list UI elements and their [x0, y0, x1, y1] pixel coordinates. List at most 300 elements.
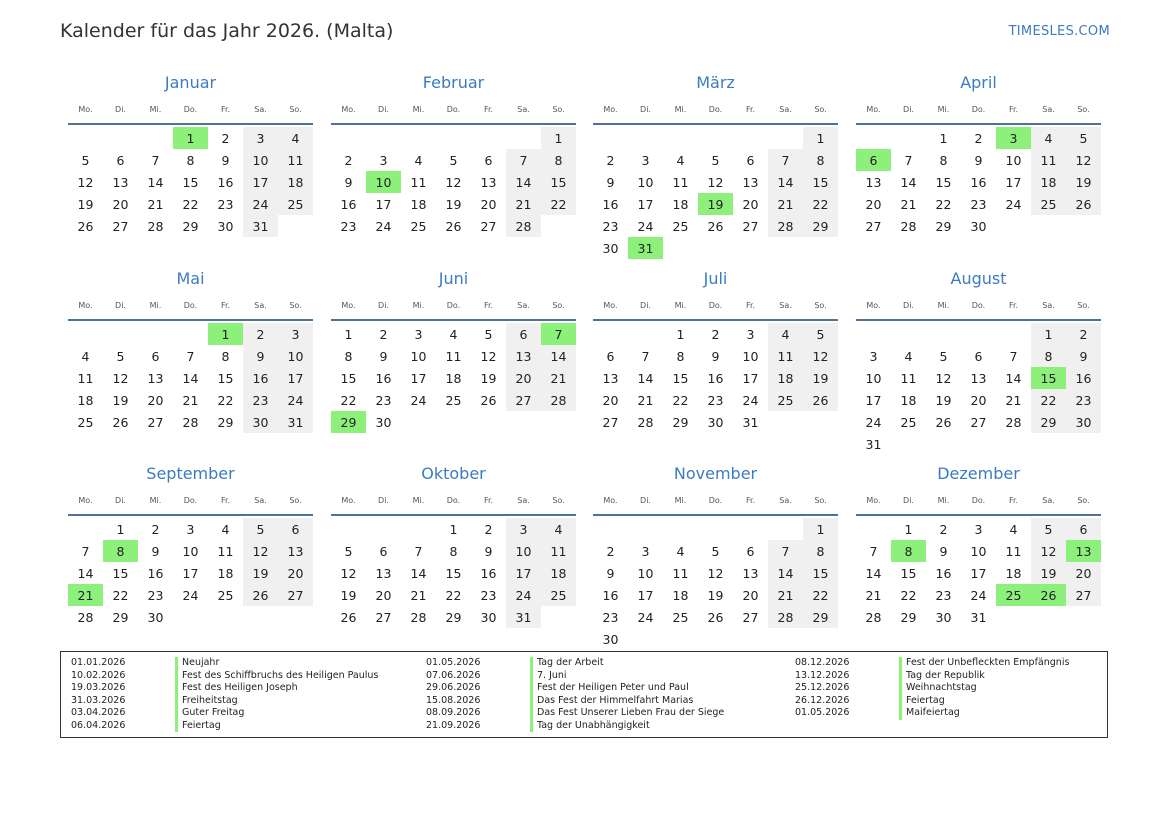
month-2: [331, 73, 576, 237]
day-cell: 13: [506, 345, 541, 367]
day-cell: 8: [939, 152, 948, 168]
day-cell: 4: [904, 348, 913, 364]
weekday-label: Do.: [183, 496, 198, 505]
weekday-label: Mi.: [412, 496, 425, 505]
empty-cell: [138, 127, 173, 149]
weekday-label: Di.: [378, 105, 389, 114]
weekday-header: [856, 491, 1101, 510]
day-cell: 28: [541, 389, 576, 411]
day-cell: 22: [217, 392, 234, 408]
month-10: [331, 464, 576, 628]
day-cell: 26: [1066, 193, 1101, 215]
weekday-label: Mo.: [866, 301, 881, 310]
day-cell: 18: [1005, 565, 1022, 581]
day-cell: 9: [221, 152, 230, 168]
day-cell: 24: [243, 193, 278, 215]
day-cell: 26: [112, 414, 129, 430]
day-cell: 12: [707, 174, 724, 190]
day-cell: 22: [340, 392, 357, 408]
weekday-label: Do.: [708, 301, 723, 310]
weekday-label: Do.: [971, 301, 986, 310]
holiday-name: 7. Juni: [530, 670, 567, 683]
weekday-header: [331, 296, 576, 315]
day-cell: 3: [243, 127, 278, 149]
day-cell: 7: [151, 152, 160, 168]
holiday-day-cell: 3: [996, 127, 1031, 149]
empty-cell: [68, 127, 103, 149]
weekday-label: So.: [289, 105, 302, 114]
day-cell: 6: [151, 348, 160, 364]
legend-column: [426, 657, 724, 732]
empty-cell: [733, 127, 768, 149]
day-cell: 7: [414, 543, 423, 559]
holiday-name: Freiheitstag: [175, 695, 238, 708]
day-cell: 7: [768, 540, 803, 562]
empty-cell: [593, 323, 628, 345]
legend-row: [795, 670, 1069, 683]
day-cell: 20: [278, 562, 313, 584]
day-cell: 8: [344, 348, 353, 364]
weekday-label: Mo.: [866, 496, 881, 505]
day-cell: 23: [602, 609, 619, 625]
day-grid: [68, 323, 313, 433]
weekday-label: Do.: [708, 496, 723, 505]
day-cell: 6: [974, 348, 983, 364]
day-cell: 26: [445, 218, 462, 234]
day-cell: 19: [480, 370, 497, 386]
day-cell: 2: [606, 543, 615, 559]
day-cell: 1: [449, 521, 458, 537]
day-cell: 27: [1066, 584, 1101, 606]
day-cell: 4: [676, 152, 685, 168]
day-cell: 8: [803, 149, 838, 171]
day-cell: 16: [970, 174, 987, 190]
weekday-label: Fr.: [745, 496, 756, 505]
holiday-date: 13.12.2026: [795, 669, 850, 681]
legend-column: [71, 657, 378, 732]
day-cell: 14: [147, 174, 164, 190]
weekday-label: Fr.: [483, 496, 494, 505]
weekday-label: Mi.: [937, 301, 950, 310]
day-cell: 27: [480, 218, 497, 234]
day-cell: 11: [900, 370, 917, 386]
weekday-label: Mi.: [149, 496, 162, 505]
day-cell: 22: [803, 193, 838, 215]
day-cell: 29: [803, 606, 838, 628]
day-cell: 6: [606, 348, 615, 364]
day-cell: 5: [711, 152, 720, 168]
day-cell: 1: [541, 127, 576, 149]
weekday-label: So.: [552, 105, 565, 114]
legend-row: [795, 707, 1069, 720]
day-cell: 23: [707, 392, 724, 408]
day-cell: 29: [112, 609, 129, 625]
day-cell: 30: [1066, 411, 1101, 433]
month-divider: [856, 123, 1101, 125]
day-cell: 24: [1005, 196, 1022, 212]
month-name: Juli: [703, 269, 728, 288]
day-cell: 12: [707, 565, 724, 581]
day-cell: 21: [637, 392, 654, 408]
weekday-label: Sa.: [517, 105, 530, 114]
weekday-label: Mo.: [78, 301, 93, 310]
day-cell: 26: [803, 389, 838, 411]
day-cell: 19: [77, 196, 94, 212]
weekday-label: Fr.: [745, 301, 756, 310]
day-cell: 7: [506, 149, 541, 171]
day-cell: 11: [410, 174, 427, 190]
day-cell: 24: [278, 389, 313, 411]
month-divider: [331, 123, 576, 125]
holiday-day-cell: 1: [173, 127, 208, 149]
day-cell: 19: [340, 587, 357, 603]
day-cell: 5: [711, 543, 720, 559]
day-cell: 15: [935, 174, 952, 190]
day-cell: 19: [803, 367, 838, 389]
weekday-label: Di.: [115, 301, 126, 310]
day-cell: 17: [865, 392, 882, 408]
day-cell: 12: [340, 565, 357, 581]
day-cell: 27: [112, 218, 129, 234]
weekday-label: Do.: [446, 105, 461, 114]
day-cell: 21: [410, 587, 427, 603]
day-cell: 5: [484, 326, 493, 342]
holiday-name: Fest der Unbefleckten Empfängnis: [899, 657, 1069, 670]
day-cell: 7: [869, 543, 878, 559]
day-cell: 4: [676, 543, 685, 559]
day-cell: 14: [768, 171, 803, 193]
day-cell: 21: [541, 367, 576, 389]
weekday-header: [593, 491, 838, 510]
day-cell: 14: [900, 174, 917, 190]
weekday-label: Mo.: [603, 105, 618, 114]
weekday-label: So.: [814, 496, 827, 505]
day-cell: 11: [217, 543, 234, 559]
weekday-label: So.: [552, 301, 565, 310]
weekday-label: Fr.: [220, 301, 231, 310]
day-cell: 27: [278, 584, 313, 606]
weekday-label: Fr.: [1008, 105, 1019, 114]
day-cell: 2: [711, 326, 720, 342]
day-cell: 6: [746, 543, 755, 559]
holiday-name: Das Fest der Himmelfahrt Marias: [530, 695, 693, 708]
month-divider: [593, 123, 838, 125]
day-grid: [593, 518, 838, 650]
empty-cell: [366, 518, 401, 540]
weekday-label: Di.: [115, 105, 126, 114]
day-cell: 8: [449, 543, 458, 559]
day-cell: 26: [77, 218, 94, 234]
day-cell: 29: [445, 609, 462, 625]
weekday-label: Fr.: [483, 301, 494, 310]
holiday-day-cell: 26: [1031, 584, 1066, 606]
empty-cell: [856, 127, 891, 149]
month-divider: [331, 514, 576, 516]
day-cell: 20: [506, 367, 541, 389]
day-cell: 16: [147, 565, 164, 581]
day-cell: 30: [147, 609, 164, 625]
day-cell: 2: [1066, 323, 1101, 345]
day-cell: 16: [1066, 367, 1101, 389]
day-cell: 26: [480, 392, 497, 408]
day-cell: 25: [541, 584, 576, 606]
weekday-label: Mi.: [412, 105, 425, 114]
day-cell: 19: [935, 392, 952, 408]
weekday-label: Do.: [183, 105, 198, 114]
holiday-date: 26.12.2026: [795, 694, 850, 706]
day-cell: 9: [379, 348, 388, 364]
day-cell: 30: [602, 240, 619, 256]
day-cell: 1: [116, 521, 125, 537]
weekday-label: So.: [1077, 496, 1090, 505]
day-cell: 12: [1031, 540, 1066, 562]
day-cell: 11: [541, 540, 576, 562]
holiday-date: 19.03.2026: [71, 682, 126, 693]
holiday-name: Weihnachtstag: [899, 682, 977, 695]
holiday-day-cell: 10: [366, 171, 401, 193]
weekday-label: Di.: [903, 105, 914, 114]
month-name: August: [950, 269, 1007, 288]
legend-row: [426, 707, 724, 720]
day-cell: 11: [672, 565, 689, 581]
day-cell: 4: [81, 348, 90, 364]
day-cell: 24: [375, 218, 392, 234]
empty-cell: [698, 518, 733, 540]
weekday-label: Mo.: [341, 301, 356, 310]
day-cell: 3: [379, 152, 388, 168]
day-cell: 19: [1066, 171, 1101, 193]
day-cell: 28: [768, 215, 803, 237]
day-cell: 24: [637, 218, 654, 234]
empty-cell: [68, 323, 103, 345]
weekday-label: Sa.: [254, 105, 267, 114]
weekday-header: [331, 491, 576, 510]
day-cell: 5: [803, 323, 838, 345]
holiday-day-cell: 29: [331, 411, 366, 433]
day-cell: 9: [711, 348, 720, 364]
day-cell: 12: [803, 345, 838, 367]
empty-cell: [593, 518, 628, 540]
day-cell: 4: [449, 326, 458, 342]
day-cell: 11: [768, 345, 803, 367]
legend-row: [71, 707, 378, 720]
day-cell: 16: [602, 196, 619, 212]
day-cell: 22: [182, 196, 199, 212]
day-cell: 24: [506, 584, 541, 606]
day-cell: 28: [182, 414, 199, 430]
empty-cell: [471, 127, 506, 149]
empty-cell: [698, 127, 733, 149]
day-cell: 6: [278, 518, 313, 540]
day-cell: 23: [147, 587, 164, 603]
weekday-label: Mi.: [149, 301, 162, 310]
month-name: April: [960, 73, 997, 92]
weekday-label: Mo.: [78, 105, 93, 114]
day-cell: 3: [278, 323, 313, 345]
day-cell: 31: [865, 436, 882, 452]
day-cell: 20: [742, 196, 759, 212]
month-12: [856, 464, 1101, 628]
day-cell: 20: [742, 587, 759, 603]
day-cell: 3: [414, 326, 423, 342]
weekday-label: Mo.: [603, 301, 618, 310]
day-cell: 2: [344, 152, 353, 168]
day-cell: 18: [410, 196, 427, 212]
empty-cell: [628, 127, 663, 149]
day-cell: 10: [637, 565, 654, 581]
weekday-label: So.: [289, 301, 302, 310]
weekday-label: Di.: [903, 301, 914, 310]
weekday-label: Mo.: [78, 496, 93, 505]
legend-column: [795, 657, 1069, 720]
day-cell: 25: [672, 218, 689, 234]
holiday-date: 29.06.2026: [426, 682, 481, 693]
day-cell: 25: [77, 414, 94, 430]
day-cell: 11: [278, 149, 313, 171]
day-cell: 13: [865, 174, 882, 190]
day-cell: 2: [606, 152, 615, 168]
day-cell: 22: [803, 584, 838, 606]
empty-cell: [331, 127, 366, 149]
day-cell: 8: [676, 348, 685, 364]
day-cell: 1: [1031, 323, 1066, 345]
day-cell: 15: [803, 562, 838, 584]
legend-row: [426, 682, 724, 695]
day-cell: 6: [116, 152, 125, 168]
day-cell: 27: [970, 414, 987, 430]
brand-link[interactable]: TIMESLES.COM: [1008, 24, 1110, 39]
holiday-date: 21.09.2026: [426, 719, 481, 731]
holiday-name: Maifeiertag: [899, 707, 960, 720]
day-cell: 28: [1005, 414, 1022, 430]
weekday-label: Fr.: [1008, 496, 1019, 505]
holiday-date: 01.05.2026: [426, 657, 481, 668]
day-cell: 27: [147, 414, 164, 430]
day-cell: 28: [77, 609, 94, 625]
weekday-label: Do.: [446, 496, 461, 505]
day-cell: 6: [746, 152, 755, 168]
day-cell: 10: [506, 540, 541, 562]
day-cell: 4: [414, 152, 423, 168]
day-cell: 7: [768, 149, 803, 171]
day-cell: 4: [278, 127, 313, 149]
day-cell: 25: [1031, 193, 1066, 215]
month-divider: [331, 319, 576, 321]
day-cell: 25: [900, 414, 917, 430]
weekday-label: Mi.: [937, 105, 950, 114]
weekday-label: Fr.: [483, 105, 494, 114]
day-cell: 12: [243, 540, 278, 562]
weekday-label: Do.: [971, 105, 986, 114]
weekday-label: Sa.: [1042, 105, 1055, 114]
weekday-header: [68, 491, 313, 510]
holiday-date: 01.01.2026: [71, 657, 126, 668]
day-cell: 10: [278, 345, 313, 367]
day-cell: 7: [904, 152, 913, 168]
day-cell: 25: [768, 389, 803, 411]
month-name: November: [673, 464, 758, 483]
day-cell: 15: [182, 174, 199, 190]
empty-cell: [663, 127, 698, 149]
day-cell: 2: [379, 326, 388, 342]
weekday-label: So.: [1077, 105, 1090, 114]
day-cell: 25: [278, 193, 313, 215]
month-8: [856, 269, 1101, 455]
holiday-name: Tag der Arbeit: [530, 657, 604, 670]
holiday-name: Fest der Heiligen Peter und Paul: [530, 682, 689, 695]
day-cell: 28: [637, 414, 654, 430]
month-divider: [856, 319, 1101, 321]
holiday-legend: [60, 651, 1108, 738]
day-cell: 17: [1005, 174, 1022, 190]
weekday-label: So.: [1077, 301, 1090, 310]
day-cell: 4: [768, 323, 803, 345]
weekday-label: Mo.: [603, 496, 618, 505]
legend-row: [426, 720, 724, 733]
day-cell: 3: [506, 518, 541, 540]
empty-cell: [593, 127, 628, 149]
day-cell: 5: [344, 543, 353, 559]
holiday-date: 03.04.2026: [71, 707, 126, 718]
day-cell: 8: [1031, 345, 1066, 367]
weekday-label: Di.: [640, 496, 651, 505]
day-cell: 14: [506, 171, 541, 193]
holiday-date: 08.09.2026: [426, 707, 481, 718]
day-cell: 10: [410, 348, 427, 364]
day-cell: 10: [865, 370, 882, 386]
day-cell: 19: [112, 392, 129, 408]
day-cell: 24: [410, 392, 427, 408]
day-cell: 17: [410, 370, 427, 386]
day-grid: [68, 518, 313, 628]
holiday-date: 31.03.2026: [71, 694, 126, 706]
day-cell: 18: [278, 171, 313, 193]
weekday-label: So.: [289, 496, 302, 505]
day-cell: 29: [1031, 411, 1066, 433]
day-cell: 15: [541, 171, 576, 193]
legend-row: [426, 670, 724, 683]
day-grid: [331, 323, 576, 433]
empty-cell: [103, 127, 138, 149]
day-cell: 5: [243, 518, 278, 540]
empty-cell: [103, 323, 138, 345]
day-grid: [856, 323, 1101, 455]
holiday-name: Tag der Republik: [899, 670, 985, 683]
weekday-label: Mi.: [674, 105, 687, 114]
day-cell: 18: [768, 367, 803, 389]
month-divider: [856, 514, 1101, 516]
weekday-label: Di.: [378, 496, 389, 505]
day-cell: 8: [541, 149, 576, 171]
month-7: [593, 269, 838, 433]
weekday-header: [68, 296, 313, 315]
day-cell: 4: [1009, 521, 1018, 537]
day-cell: 14: [865, 565, 882, 581]
weekday-label: Mo.: [341, 105, 356, 114]
day-cell: 5: [1031, 518, 1066, 540]
legend-row: [71, 657, 378, 670]
holiday-date: 06.04.2026: [71, 719, 126, 731]
day-cell: 20: [375, 587, 392, 603]
day-cell: 24: [970, 587, 987, 603]
empty-cell: [768, 518, 803, 540]
day-cell: 21: [768, 193, 803, 215]
empty-cell: [768, 127, 803, 149]
day-cell: 28: [410, 609, 427, 625]
day-cell: 24: [637, 609, 654, 625]
weekday-header: [593, 100, 838, 119]
day-grid: [331, 518, 576, 628]
